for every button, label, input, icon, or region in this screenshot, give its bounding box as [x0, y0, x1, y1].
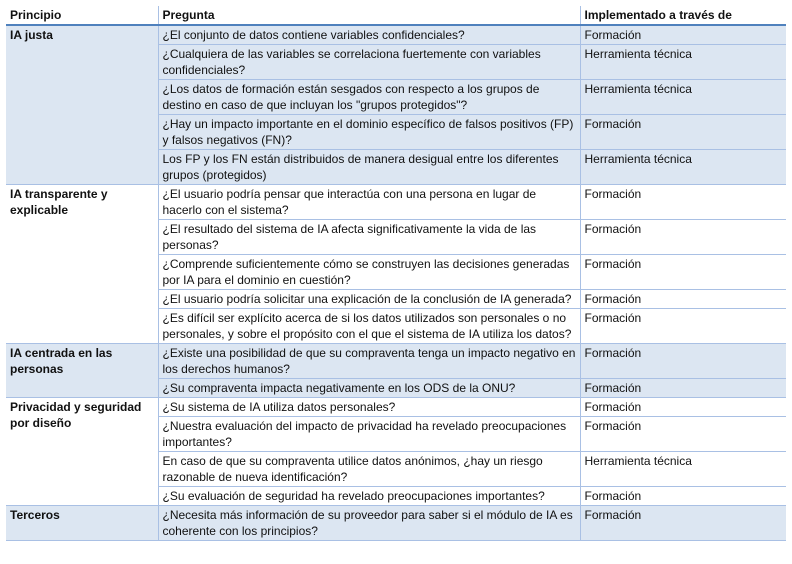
principle-cell: IA transparente y explicable [6, 185, 158, 344]
question-cell: ¿Es difícil ser explícito acerca de si los datos utilizados son personales o no personales, y sobre el propósito con el que el sistema de IA utiliza los datos? [158, 309, 580, 344]
question-cell: ¿Comprende suficientemente cómo se construyen las decisiones generadas por IA para el dominio en cuestión? [158, 255, 580, 290]
principle-cell: IA centrada en las personas [6, 344, 158, 398]
header-pregunta: Pregunta [158, 6, 580, 25]
principle-cell: IA justa [6, 25, 158, 185]
header-principio: Principio [6, 6, 158, 25]
implementation-cell: Herramienta técnica [580, 150, 786, 185]
principle-cell: Privacidad y seguridad por diseño [6, 398, 158, 506]
implementation-cell: Formación [580, 487, 786, 506]
question-cell: ¿Cualquiera de las variables se correlaciona fuertemente con variables confidenciales? [158, 45, 580, 80]
question-cell: ¿Hay un impacto importante en el dominio específico de falsos positivos (FP) y falsos negativos (FN)? [158, 115, 580, 150]
implementation-cell: Formación [580, 25, 786, 45]
question-cell: Los FP y los FN están distribuidos de manera desigual entre los diferentes grupos (protegidos) [158, 150, 580, 185]
question-cell: ¿El resultado del sistema de IA afecta significativamente la vida de las personas? [158, 220, 580, 255]
implementation-cell: Formación [580, 417, 786, 452]
implementation-cell: Formación [580, 255, 786, 290]
table-row [6, 25, 786, 45]
question-cell: ¿Nuestra evaluación del impacto de privacidad ha revelado preocupaciones importantes? [158, 417, 580, 452]
header-implementado: Implementado a través de [580, 6, 786, 25]
principle-cell: Terceros [6, 506, 158, 541]
principles-table [6, 6, 786, 541]
question-cell: ¿El usuario podría pensar que interactúa con una persona en lugar de hacerlo con el sistema? [158, 185, 580, 220]
implementation-cell: Formación [580, 115, 786, 150]
table-row [6, 185, 786, 220]
table-row [6, 506, 786, 541]
question-cell: ¿Su sistema de IA utiliza datos personales? [158, 398, 580, 417]
implementation-cell: Formación [580, 506, 786, 541]
question-cell: ¿Existe una posibilidad de que su compraventa tenga un impacto negativo en los derechos humanos? [158, 344, 580, 379]
table-row [6, 344, 786, 379]
question-cell: ¿Su evaluación de seguridad ha revelado preocupaciones importantes? [158, 487, 580, 506]
implementation-cell: Herramienta técnica [580, 452, 786, 487]
table-body [6, 25, 786, 541]
implementation-cell: Formación [580, 379, 786, 398]
implementation-cell: Herramienta técnica [580, 80, 786, 115]
implementation-cell: Formación [580, 220, 786, 255]
question-cell: ¿El conjunto de datos contiene variables confidenciales? [158, 25, 580, 45]
table-row [6, 398, 786, 417]
question-cell: ¿Los datos de formación están sesgados con respecto a los grupos de destino en caso de que incluyan los "grupos protegidos"? [158, 80, 580, 115]
implementation-cell: Herramienta técnica [580, 45, 786, 80]
header-row [6, 6, 786, 25]
implementation-cell: Formación [580, 290, 786, 309]
question-cell: ¿Necesita más información de su proveedor para saber si el módulo de IA es coherente con los principios? [158, 506, 580, 541]
question-cell: En caso de que su compraventa utilice datos anónimos, ¿hay un riesgo razonable de nueva identificación? [158, 452, 580, 487]
implementation-cell: Formación [580, 398, 786, 417]
implementation-cell: Formación [580, 309, 786, 344]
implementation-cell: Formación [580, 344, 786, 379]
principles-table-container [6, 6, 786, 541]
question-cell: ¿Su compraventa impacta negativamente en los ODS de la ONU? [158, 379, 580, 398]
implementation-cell: Formación [580, 185, 786, 220]
question-cell: ¿El usuario podría solicitar una explicación de la conclusión de IA generada? [158, 290, 580, 309]
